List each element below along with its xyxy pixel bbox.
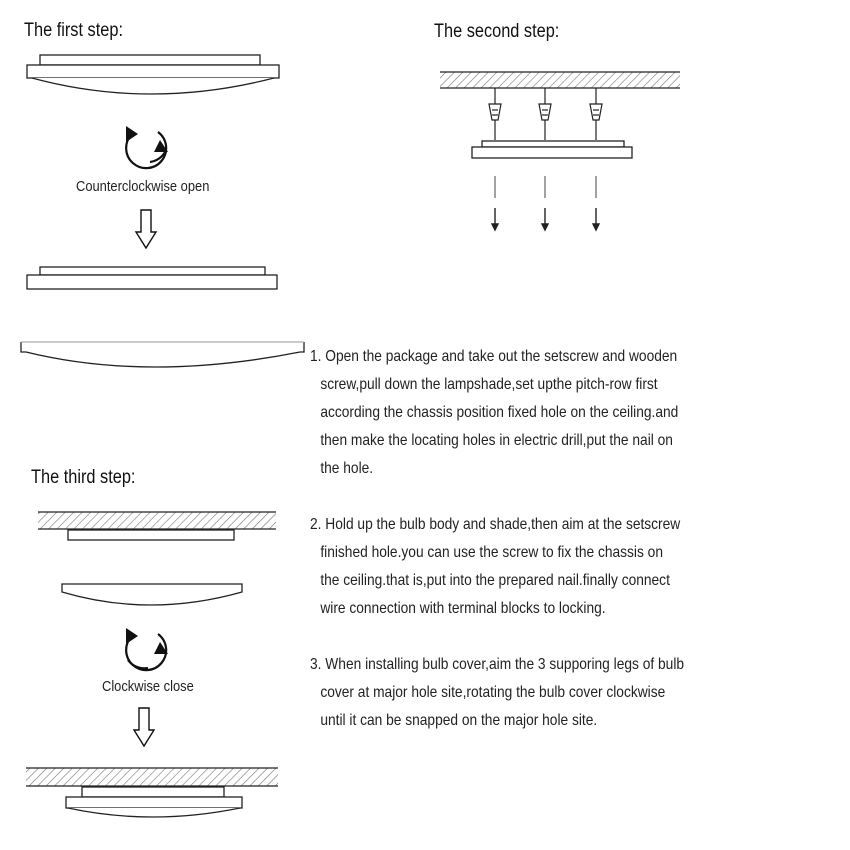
counterclockwise-caption: Counterclockwise open — [76, 178, 210, 195]
instruction-step-1 — [310, 343, 678, 483]
screw-icon — [492, 208, 599, 230]
third-step-title: The third step: — [31, 467, 136, 488]
instruction-line: according the chassis position fixed hole on the ceiling.and — [320, 404, 679, 421]
instruction-line: 1. Open the package and take out the setscrew and wooden — [310, 348, 678, 365]
lamp-installed-drawing — [66, 787, 242, 817]
instruction-line: finished hole.you can use the screw to fix the chassis on — [320, 544, 663, 561]
instruction-line: 2. Hold up the bulb body and shade,then aim at the setscrew — [310, 516, 681, 533]
wall-anchor-icon — [590, 88, 602, 140]
lampshade-drawing — [62, 584, 242, 605]
clockwise-caption: Clockwise close — [102, 678, 194, 695]
down-arrow-icon — [134, 708, 154, 746]
instruction-line: screw,pull down the lampshade,set upthe pitch-row first — [320, 376, 658, 393]
instruction-line: until it can be snapped on the major hole site. — [320, 712, 598, 729]
mounted-chassis-drawing — [68, 530, 234, 540]
wall-anchor-icon — [489, 88, 501, 140]
instruction-line: the hole. — [320, 460, 374, 477]
instruction-line: 3. When installing bulb cover,aim the 3 supporing legs of bulb — [310, 656, 685, 673]
second-step-title: The second step: — [434, 21, 560, 42]
instruction-step-3 — [310, 651, 684, 735]
chassis-drawing — [27, 267, 277, 289]
instruction-line: cover at major hole site,rotating the bulb cover clockwise — [320, 684, 666, 701]
ceiling-drawing — [38, 512, 276, 529]
rotate-clockwise-icon — [126, 628, 168, 670]
guide-lines — [495, 176, 596, 198]
rotate-counterclockwise-icon — [126, 126, 168, 168]
instruction-line: then make the locating holes in electric drill,put the nail on — [320, 432, 673, 449]
first-step-title: The first step: — [24, 20, 123, 41]
ceiling-drawing — [26, 768, 278, 786]
lampshade-drawing — [21, 342, 304, 367]
lamp-assembled-drawing — [27, 55, 279, 94]
ceiling-drawing — [440, 72, 680, 88]
wall-anchor-icon — [539, 88, 551, 140]
chassis-plate-drawing — [472, 141, 632, 158]
down-arrow-icon — [136, 210, 156, 248]
instruction-line: the ceiling.that is,put into the prepared nail.finally connect — [320, 572, 670, 589]
instruction-step-2 — [310, 511, 680, 623]
instruction-line: wire connection with terminal blocks to locking. — [320, 600, 606, 617]
